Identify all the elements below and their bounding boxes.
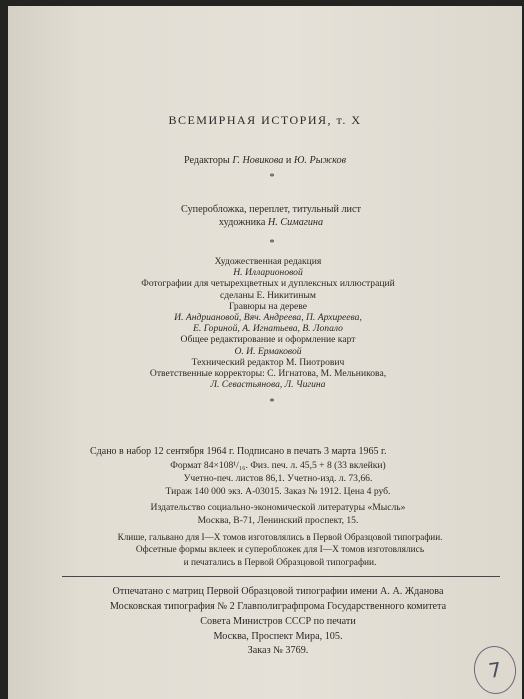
- imprint-line-3: Учетно-печ. листов 86,1. Учетно-изд. л. 73,66.: [183, 473, 373, 484]
- editors-line: [8, 156, 522, 166]
- book-page: [8, 6, 522, 699]
- cover-artist-name: Н. Симагина: [267, 217, 324, 228]
- imprint-line-2: Формат 84×108¹/₁₆. Физ. печ. л. 45,5 + 8 (33 вклейки): [170, 460, 386, 471]
- credit-line: Технический редактор М. Пиотрович: [191, 356, 345, 368]
- editor-name-1: Г. Новикова: [232, 155, 284, 166]
- publisher-line-2: Москва, В-71, Ленинский проспект, 15.: [197, 515, 359, 526]
- editor-name-2: Ю. Рыжков: [293, 155, 346, 166]
- separator-star-1: *: [269, 172, 275, 183]
- volume-title: ВСЕМИРНАЯ ИСТОРИЯ, т. X: [168, 113, 362, 127]
- cover-artist-prefix: художника: [218, 217, 266, 228]
- credit-line: Фотографии для четырехцветных и дуплексных иллюстраций: [141, 278, 395, 290]
- printing-note-line-1: Клише, гальвано для I—X томов изготовлялись в Первой Образцовой типографии.: [117, 532, 443, 542]
- editors-prefix: Редакторы: [183, 155, 230, 166]
- printer-line-5: Заказ № 3769.: [247, 645, 309, 656]
- printer-line-1: Отпечатано с матриц Первой Образцовой типографии имени А. А. Жданова: [112, 586, 444, 597]
- imprint-line-4: Тираж 140 000 экз. А-03015. Заказ № 1912. Цена 4 руб.: [165, 486, 391, 497]
- separator-star-3: *: [269, 397, 275, 408]
- printer-line-2: Московская типография № 2 Главполиграфпрома Государственного комитета: [109, 601, 447, 612]
- printing-note-line-2: Офсетные формы вклеек и суперобложек для I—X томов изготовлялись: [135, 545, 425, 555]
- credit-line: О. И. Ермаковой: [234, 345, 302, 357]
- editors-and: и: [285, 155, 292, 166]
- cover-line-1: Суперобложка, переплет, титульный лист: [181, 204, 361, 215]
- printer-line-4: Москва, Проспект Мира, 105.: [213, 631, 343, 642]
- credit-line: сделаны Е. Никитиным: [220, 289, 316, 301]
- imprint-line-1: Сдано в набор 12 сентября 1964 г. Подписано в печать 3 марта 1965 г.: [90, 446, 387, 457]
- credit-line: Н. Илларионовой: [233, 267, 303, 279]
- printer-line-3: Совета Министров СССР по печати: [200, 616, 356, 627]
- publisher-line-1: Издательство социально-экономической литературы «Мысль»: [150, 502, 406, 513]
- credit-line: И. Андриановой, Вяч. Андреева, П. Архиреева,: [174, 312, 362, 323]
- ink-stamp-mark: 7: [471, 643, 519, 696]
- cover-line-2: [8, 218, 522, 228]
- separator-star-2: *: [269, 238, 275, 249]
- credit-line: Общее редактирование и оформление карт: [180, 334, 356, 346]
- divider-rule: [62, 576, 500, 577]
- credit-line: Е. Гориной, А. Игнатьева, В. Лопало: [193, 323, 343, 335]
- credit-line: Ответственные корректоры: С. Игнатова, М. Мельникова,: [149, 368, 387, 379]
- credit-line: Художественная редакция: [214, 256, 322, 267]
- credit-line: Гравюры на дереве: [228, 300, 308, 312]
- printing-note-line-3: и печатались в Первой Образцовой типографии.: [183, 558, 377, 568]
- credit-line: Л. Севастьянова, Л. Чигина: [210, 379, 326, 391]
